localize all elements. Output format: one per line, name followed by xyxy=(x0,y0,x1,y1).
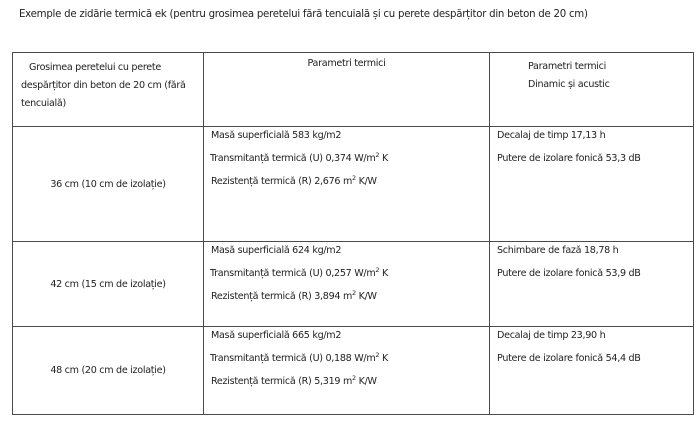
dynamic-acoustic-cell xyxy=(490,127,694,242)
header-wall-thickness: Grosimea peretelui cu perete despărțitor din beton de 20 cm (fără tencuială) xyxy=(13,53,204,127)
thermal-resistance: Rezistență termică (R) 2,676 $m^2$ K/W xyxy=(211,174,377,187)
thermal-params-cell xyxy=(204,127,490,242)
thermal-transmittance: Transmitanță termică (U) 0,374 $W/m^2$ K xyxy=(210,151,388,164)
table-header-row xyxy=(13,53,694,127)
table-row xyxy=(13,127,694,242)
surface-mass: Masă superficială 583 kg/m2 xyxy=(211,130,342,141)
thermal-params-cell xyxy=(204,327,490,415)
table-row xyxy=(13,327,694,415)
wall-thickness-cell: 42 cm (15 cm de izolație) xyxy=(13,242,204,327)
thermal-resistance: Rezistență termică (R) 5,319 $m^2$ K/W xyxy=(211,374,377,387)
dynamic-acoustic-cell xyxy=(490,242,694,327)
dynamic-acoustic-cell xyxy=(490,327,694,415)
header-thermal-params: Parametri termici xyxy=(204,53,490,127)
thermal-transmittance: Transmitanță termică (U) 0,257 $W/m^2$ K xyxy=(210,266,388,279)
phase-shift: Schimbare de fază 18,78 h xyxy=(497,245,619,256)
table-row xyxy=(13,242,694,327)
thermal-resistance: Rezistență termică (R) 3,894 $m^2$ K/W xyxy=(211,289,377,302)
sound-insulation: Putere de izolare fonică 54,4 dB xyxy=(497,353,641,364)
time-lag: Decalaj de timp 17,13 h xyxy=(497,130,606,141)
surface-mass: Masă superficială 665 kg/m2 xyxy=(211,330,342,341)
wall-thickness-cell: 48 cm (20 cm de izolație) xyxy=(13,327,204,415)
wall-thickness-cell: 36 cm (10 cm de izolație) xyxy=(13,127,204,242)
document-title: Exemple de zidărie termică ek (pentru grosimea peretelui fără tencuială și cu perete despărțitor din beton de 20 cm) xyxy=(19,9,588,20)
thermal-params-cell xyxy=(204,242,490,327)
time-lag: Decalaj de timp 23,90 h xyxy=(497,330,606,341)
thermal-transmittance: Transmitanță termică (U) 0,188 $W/m^2$ K xyxy=(210,351,388,364)
surface-mass: Masă superficială 624 kg/m2 xyxy=(211,245,342,256)
thermal-masonry-table xyxy=(12,52,694,415)
header-dynamic-acoustic: Parametri termici Dinamic și acustic xyxy=(490,53,694,127)
sound-insulation: Putere de izolare fonică 53,9 dB xyxy=(497,268,641,279)
sound-insulation: Putere de izolare fonică 53,3 dB xyxy=(497,153,641,164)
